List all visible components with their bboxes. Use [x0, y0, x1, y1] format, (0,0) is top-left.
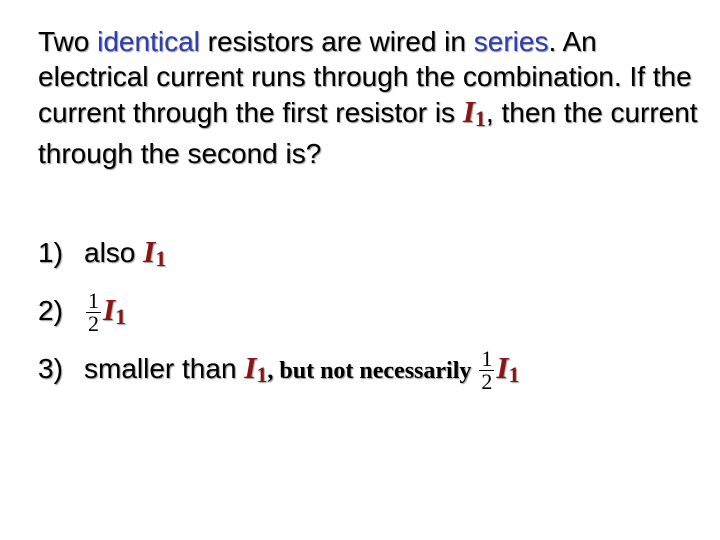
current-symbol: $I_1$ [496, 349, 520, 387]
option-text: smaller than [84, 352, 245, 384]
fraction: $\frac{1}{2}$ [481, 346, 493, 394]
option-text: , but not necessarily [267, 357, 478, 384]
fraction: $\frac{1}{2}$ [88, 288, 99, 336]
current-symbol: $I_1$ [244, 349, 268, 387]
option-number: 3) [38, 352, 63, 384]
option-1[interactable] [38, 234, 166, 272]
current-symbol: $I_1$ [143, 234, 167, 271]
option-number: 2) [38, 294, 63, 326]
question-part: , then the current through the second is? [38, 97, 698, 169]
option-number: 1) [38, 237, 63, 268]
question-text [38, 24, 698, 171]
current-symbol: $I_1$ [103, 291, 127, 329]
highlight-identical: identical [97, 26, 200, 57]
question-part: . An electrical current runs through the combination. If the current through the first resistor is [38, 26, 692, 128]
current-symbol: $I_1$ [462, 94, 486, 131]
highlight-series: series [473, 26, 549, 57]
option-text: also [84, 237, 144, 268]
question-part: resistors are wired in [199, 26, 474, 57]
option-2[interactable] [38, 290, 126, 335]
option-3[interactable] [38, 348, 519, 393]
question-part: Two [38, 26, 98, 57]
